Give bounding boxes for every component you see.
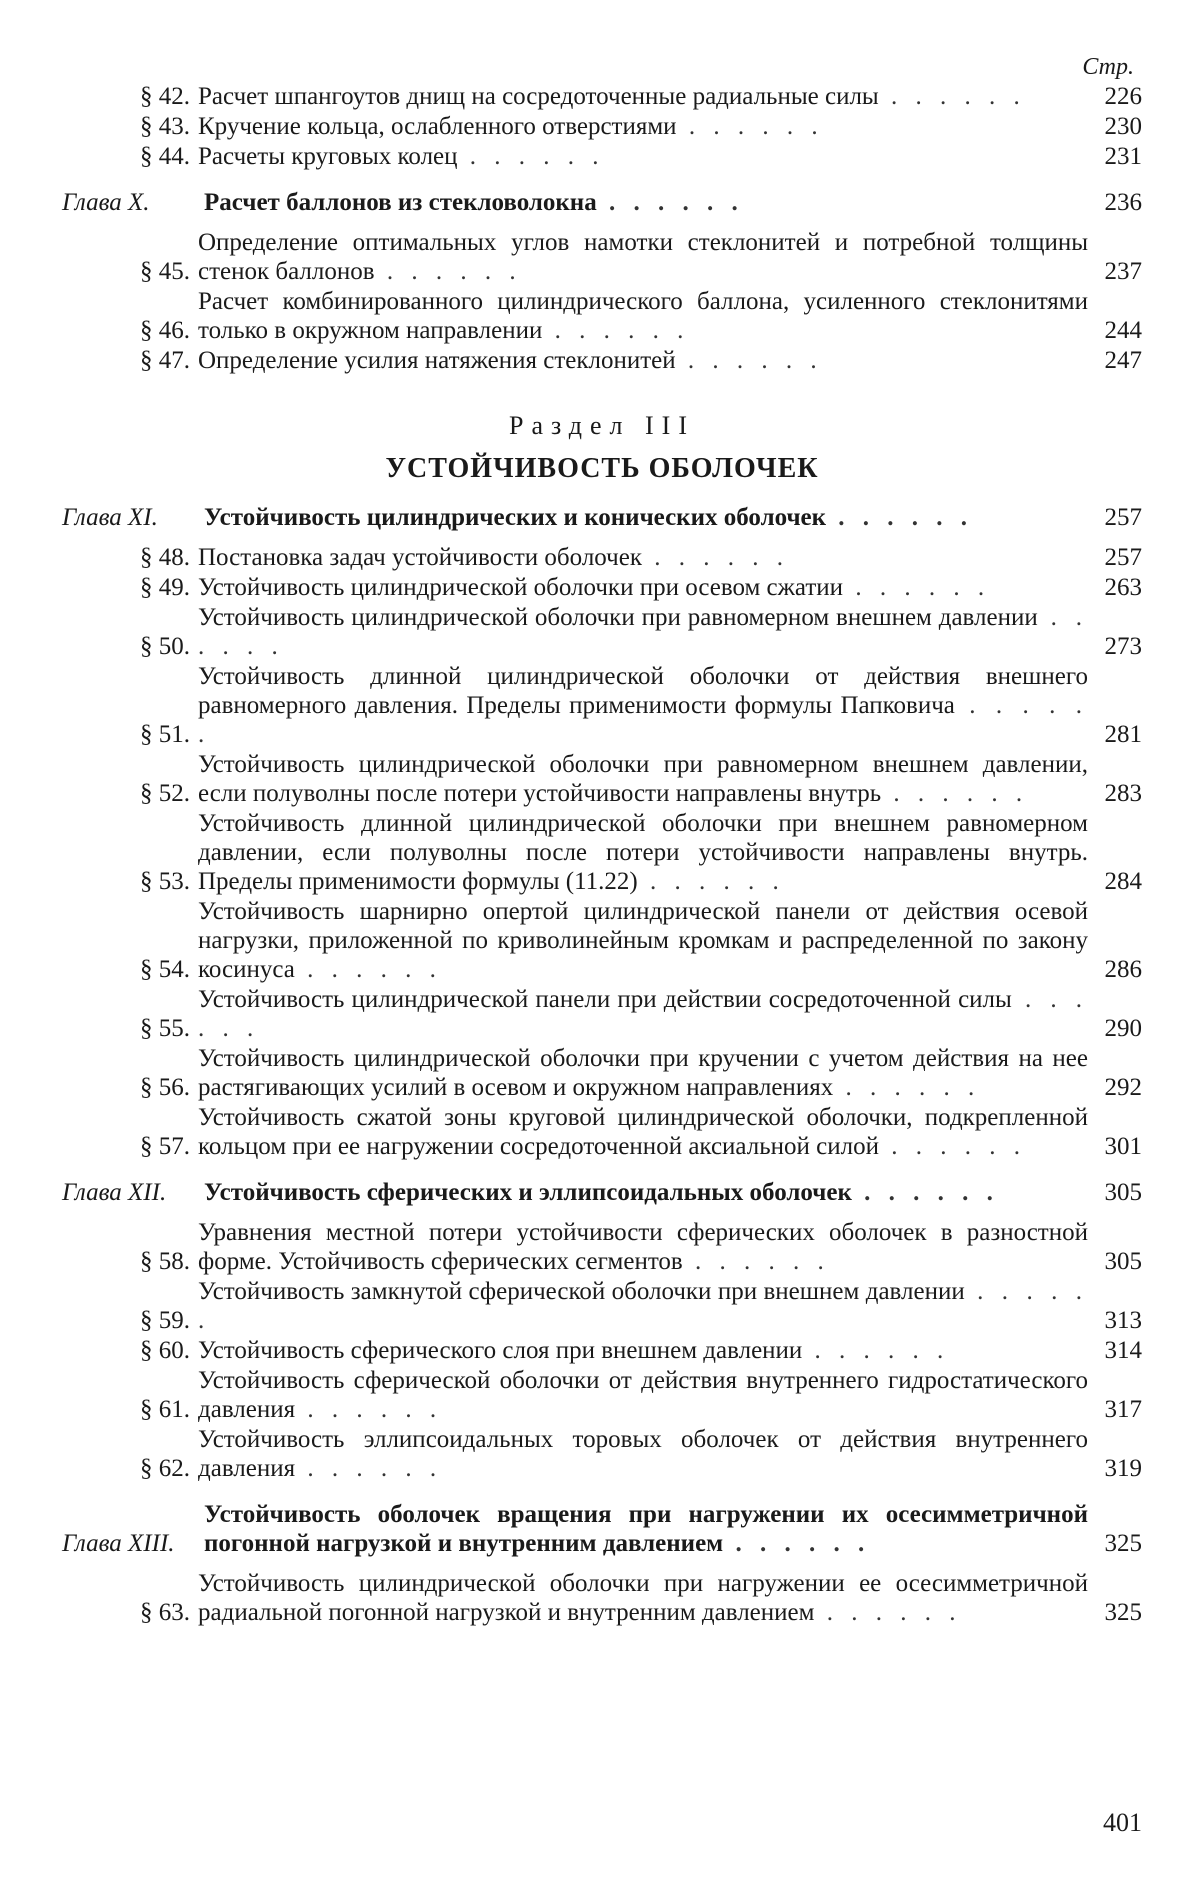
toc-column (62, 52, 1142, 1628)
toc-section-entry (62, 897, 1142, 984)
section-title (198, 82, 1088, 111)
toc-list-top (62, 82, 1142, 375)
section-title (198, 287, 1088, 345)
toc-section-entry (62, 603, 1142, 661)
section-title (198, 1425, 1088, 1483)
section-title (198, 603, 1088, 661)
toc-chapter-entry (62, 188, 1142, 217)
page-ref: 244 (1104, 317, 1142, 344)
page-ref: 273 (1104, 633, 1142, 660)
entry-text: Расчет баллонов из стекловолокна (204, 189, 597, 216)
chapter-label (62, 503, 204, 532)
section-title (198, 897, 1088, 984)
toc-list-main (62, 503, 1142, 1627)
section-number: § 62. (140, 1455, 190, 1482)
toc-section-entry (62, 985, 1142, 1043)
page-ref: 325 (1104, 1599, 1142, 1626)
leader-dots: . . . . . . (637, 868, 785, 895)
page-number: 401 (1103, 1808, 1142, 1837)
page-column-header: Стр. (1082, 54, 1134, 80)
leader-dots: . . . . . . (878, 83, 1026, 110)
chapter-label (62, 188, 204, 217)
page-ref: 230 (1104, 113, 1142, 140)
section-title (198, 1277, 1088, 1335)
toc-section-entry (62, 346, 1142, 375)
entry-text: Устойчивость шарнирно опертой цилиндрической панели от действия осевой нагрузки, приложенной по криволинейным кромкам и распределенной по закону косинуса (198, 898, 1088, 983)
chapter-label (62, 1178, 204, 1207)
section-number: § 53. (140, 868, 190, 895)
toc-section-entry (62, 1366, 1142, 1424)
page-ref: 314 (1104, 1337, 1142, 1364)
chapter-gap-after (62, 533, 1142, 543)
section-number: § 60. (140, 1337, 190, 1364)
entry-text: Устойчивость эллипсоидальных торовых оболочек от действия внутреннего давления (198, 1426, 1088, 1482)
chapter-gap (62, 172, 1142, 188)
page-ref: 281 (1104, 721, 1142, 748)
toc-section-entry (62, 662, 1142, 749)
page-ref: 263 (1104, 574, 1142, 601)
chapter-title (204, 503, 1088, 532)
toc-chapter-entry (62, 503, 1142, 532)
leader-dots: . . . . . . (878, 1133, 1026, 1160)
entry-text: Устойчивость сжатой зоны круговой цилиндрической оболочки, подкрепленной кольцом при ее нагружении сосредоточенной аксиальной силой (198, 1104, 1088, 1160)
entry-text: Кручение кольца, ослабленного отверстиями (198, 113, 677, 140)
toc-chapter-entry (62, 1500, 1142, 1558)
chapter-label-text: Глава XI. (62, 504, 158, 531)
toc-section-entry (62, 1425, 1142, 1483)
page-ref: 284 (1104, 868, 1142, 895)
page-ref: 247 (1104, 347, 1142, 374)
section-title (198, 142, 1088, 171)
part-label: Раздел III (508, 411, 696, 440)
leader-dots: . . . . . . (542, 317, 690, 344)
leader-dots: . . . . . . (294, 956, 442, 983)
toc-section-entry (62, 1277, 1142, 1335)
leader-dots: . . . . . . (881, 780, 1029, 807)
entry-text: Устойчивость оболочек вращения при нагружении их осесимметричной погонной нагрузкой и внутренним давлением (204, 1501, 1088, 1557)
entry-text: Устойчивость цилиндрических и конических оболочек (204, 504, 827, 531)
section-title (198, 573, 1088, 602)
toc-section-entry (62, 287, 1142, 345)
leader-dots: . . . . . . (596, 189, 744, 216)
leader-dots: . . . . . . (198, 1278, 1089, 1334)
leader-dots: . . . . . . (676, 113, 824, 140)
toc-section-entry (62, 112, 1142, 141)
page-ref: 283 (1104, 780, 1142, 807)
entry-text: Устойчивость цилиндрической оболочки при осевом сжатии (198, 574, 844, 601)
entry-text: Расчет комбинированного цилиндрического баллона, усиленного стеклонитями только в окружном направлении (198, 288, 1088, 344)
leader-dots: . . . . . . (826, 504, 974, 531)
toc-section-entry (62, 142, 1142, 171)
leader-dots: . . . . . . (814, 1599, 962, 1626)
entry-text: Устойчивость цилиндрической панели при действии сосредоточенной силы (198, 986, 1012, 1013)
section-title (198, 1044, 1088, 1102)
page-ref: 313 (1104, 1307, 1142, 1334)
page-ref: 257 (1104, 544, 1142, 571)
entry-text: Определение оптимальных углов намотки стеклонитей и потребной толщины стенок баллонов (198, 229, 1088, 285)
entry-text: Устойчивость цилиндрической оболочки при равномерном внешнем давлении, если полуволны после потери устойчивости направлены внутрь (198, 751, 1088, 807)
section-title (198, 662, 1088, 749)
section-number: § 46. (140, 317, 190, 344)
entry-text: Определение усилия натяжения стеклонитей (198, 347, 676, 374)
chapter-gap (62, 1484, 1142, 1500)
page-ref: 226 (1104, 83, 1142, 110)
entry-text: Устойчивость сферического слоя при внешнем давлении (198, 1337, 803, 1364)
section-title (198, 1569, 1088, 1627)
leader-dots: . . . . . . (198, 986, 1088, 1042)
page-ref: 305 (1104, 1179, 1142, 1206)
page-ref: 319 (1104, 1455, 1142, 1482)
toc-section-entry (62, 809, 1142, 896)
entry-text: Расчеты круговых колец (198, 143, 458, 170)
section-title (198, 750, 1088, 808)
section-title (198, 985, 1088, 1043)
chapter-label-text: Глава XIII. (62, 1530, 175, 1557)
leader-dots: . . . . . . (843, 574, 991, 601)
entry-text: Устойчивость длинной цилиндрической оболочки от действия внешнего равномерного давления. Пределы применимости формулы Папковича (198, 663, 1088, 719)
entry-text: Расчет шпангоутов днищ на сосредоточенные радиальные силы (198, 83, 879, 110)
page-ref: 290 (1104, 1015, 1142, 1042)
chapter-title (204, 188, 1088, 217)
section-title (198, 346, 1088, 375)
toc-section-entry (62, 750, 1142, 808)
section-number: § 59. (140, 1307, 190, 1334)
page-ref: 286 (1104, 956, 1142, 983)
page-ref: 305 (1104, 1248, 1142, 1275)
page-ref: 317 (1104, 1396, 1142, 1423)
page-ref: 301 (1104, 1133, 1142, 1160)
section-number: § 42. (140, 83, 190, 110)
section-number: § 57. (140, 1133, 190, 1160)
toc-section-entry (62, 1569, 1142, 1627)
chapter-gap-after (62, 218, 1142, 228)
entry-text: Устойчивость цилиндрической оболочки при нагружении ее осесимметричной радиальной погонной нагрузкой и внутренним давлением (198, 1570, 1088, 1626)
entry-text: Устойчивость замкнутой сферической оболочки при внешнем давлении (198, 1278, 965, 1305)
toc-section-entry (62, 573, 1142, 602)
leader-dots: . . . . . . (198, 692, 1089, 748)
page-ref: 292 (1104, 1074, 1142, 1101)
leader-dots: . . . . . . (851, 1179, 999, 1206)
section-number: § 58. (140, 1248, 190, 1275)
entry-text: Устойчивость цилиндрической оболочки при кручении с учетом действия на нее растягивающих усилий в осевом и окружном направлениях (198, 1045, 1088, 1101)
section-number: § 52. (140, 780, 190, 807)
entry-text: Устойчивость сферических и эллипсоидальных оболочек (204, 1179, 852, 1206)
part-title: УСТОЙЧИВОСТЬ ОБОЛОЧЕК (385, 453, 819, 484)
chapter-label-text: Глава XII. (62, 1179, 167, 1206)
leader-dots: . . . . . . (457, 143, 605, 170)
chapter-label-text: Глава X. (62, 189, 150, 216)
page-ref: 325 (1104, 1530, 1142, 1557)
section-number: § 63. (140, 1599, 190, 1626)
toc-section-entry (62, 543, 1142, 572)
chapter-gap-after (62, 1559, 1142, 1569)
leader-dots: . . . . . . (802, 1337, 950, 1364)
section-number: § 47. (140, 347, 190, 374)
toc-section-entry (62, 82, 1142, 111)
section-number: § 44. (140, 143, 190, 170)
leader-dots: . . . . . . (682, 1248, 830, 1275)
section-title (198, 543, 1088, 572)
page-ref: 231 (1104, 143, 1142, 170)
leader-dots: . . . . . . (374, 258, 522, 285)
section-number: § 50. (140, 633, 190, 660)
page-ref: 236 (1104, 189, 1142, 216)
section-title (198, 1103, 1088, 1161)
section-title (198, 228, 1088, 286)
section-number: § 61. (140, 1396, 190, 1423)
section-title (198, 1366, 1088, 1424)
chapter-title (204, 1178, 1088, 1207)
chapter-label (62, 1529, 204, 1558)
leader-dots: . . . . . . (295, 1396, 443, 1423)
entry-text: Устойчивость сферической оболочки от действия внутреннего гидростатического давления (198, 1367, 1088, 1423)
leader-dots: . . . . . . (641, 544, 789, 571)
toc-section-entry (62, 228, 1142, 286)
chapter-title (204, 1500, 1088, 1558)
section-number: § 56. (140, 1074, 190, 1101)
leader-dots: . . . . . . (833, 1074, 981, 1101)
section-number: § 49. (140, 574, 190, 601)
entry-text: Уравнения местной потери устойчивости сферических оболочек в разностной форме. Устойчивость сферических сегментов (198, 1219, 1088, 1275)
chapter-gap-after (62, 1208, 1142, 1218)
section-title (198, 1218, 1088, 1276)
section-number: § 51. (140, 721, 190, 748)
leader-dots: . . . . . . (198, 604, 1089, 660)
chapter-gap (62, 1162, 1142, 1178)
section-number: § 45. (140, 258, 190, 285)
entry-text: Постановка задач устойчивости оболочек (198, 544, 642, 571)
section-number: § 48. (140, 544, 190, 571)
section-number: § 43. (140, 113, 190, 140)
section-number: § 54. (140, 956, 190, 983)
leader-dots: . . . . . . (723, 1530, 871, 1557)
toc-chapter-entry (62, 1178, 1142, 1207)
toc-section-entry (62, 1044, 1142, 1102)
page-ref: 237 (1104, 258, 1142, 285)
leader-dots: . . . . . . (295, 1455, 443, 1482)
section-title (198, 1336, 1088, 1365)
leader-dots: . . . . . . (675, 347, 823, 374)
section-title (198, 809, 1088, 896)
entry-text: Устойчивость цилиндрической оболочки при равномерном внешнем давлении (198, 604, 1038, 631)
section-title (198, 112, 1088, 141)
entry-text: Устойчивость длинной цилиндрической оболочки при внешнем равномерном давлении, если полуволны после потери устойчивости направлены внутрь. Пределы применимости формулы (11.22) (198, 810, 1088, 895)
section-number: § 55. (140, 1015, 190, 1042)
toc-section-entry (62, 1336, 1142, 1365)
toc-section-entry (62, 1103, 1142, 1161)
page-ref: 257 (1104, 504, 1142, 531)
toc-section-entry (62, 1218, 1142, 1276)
